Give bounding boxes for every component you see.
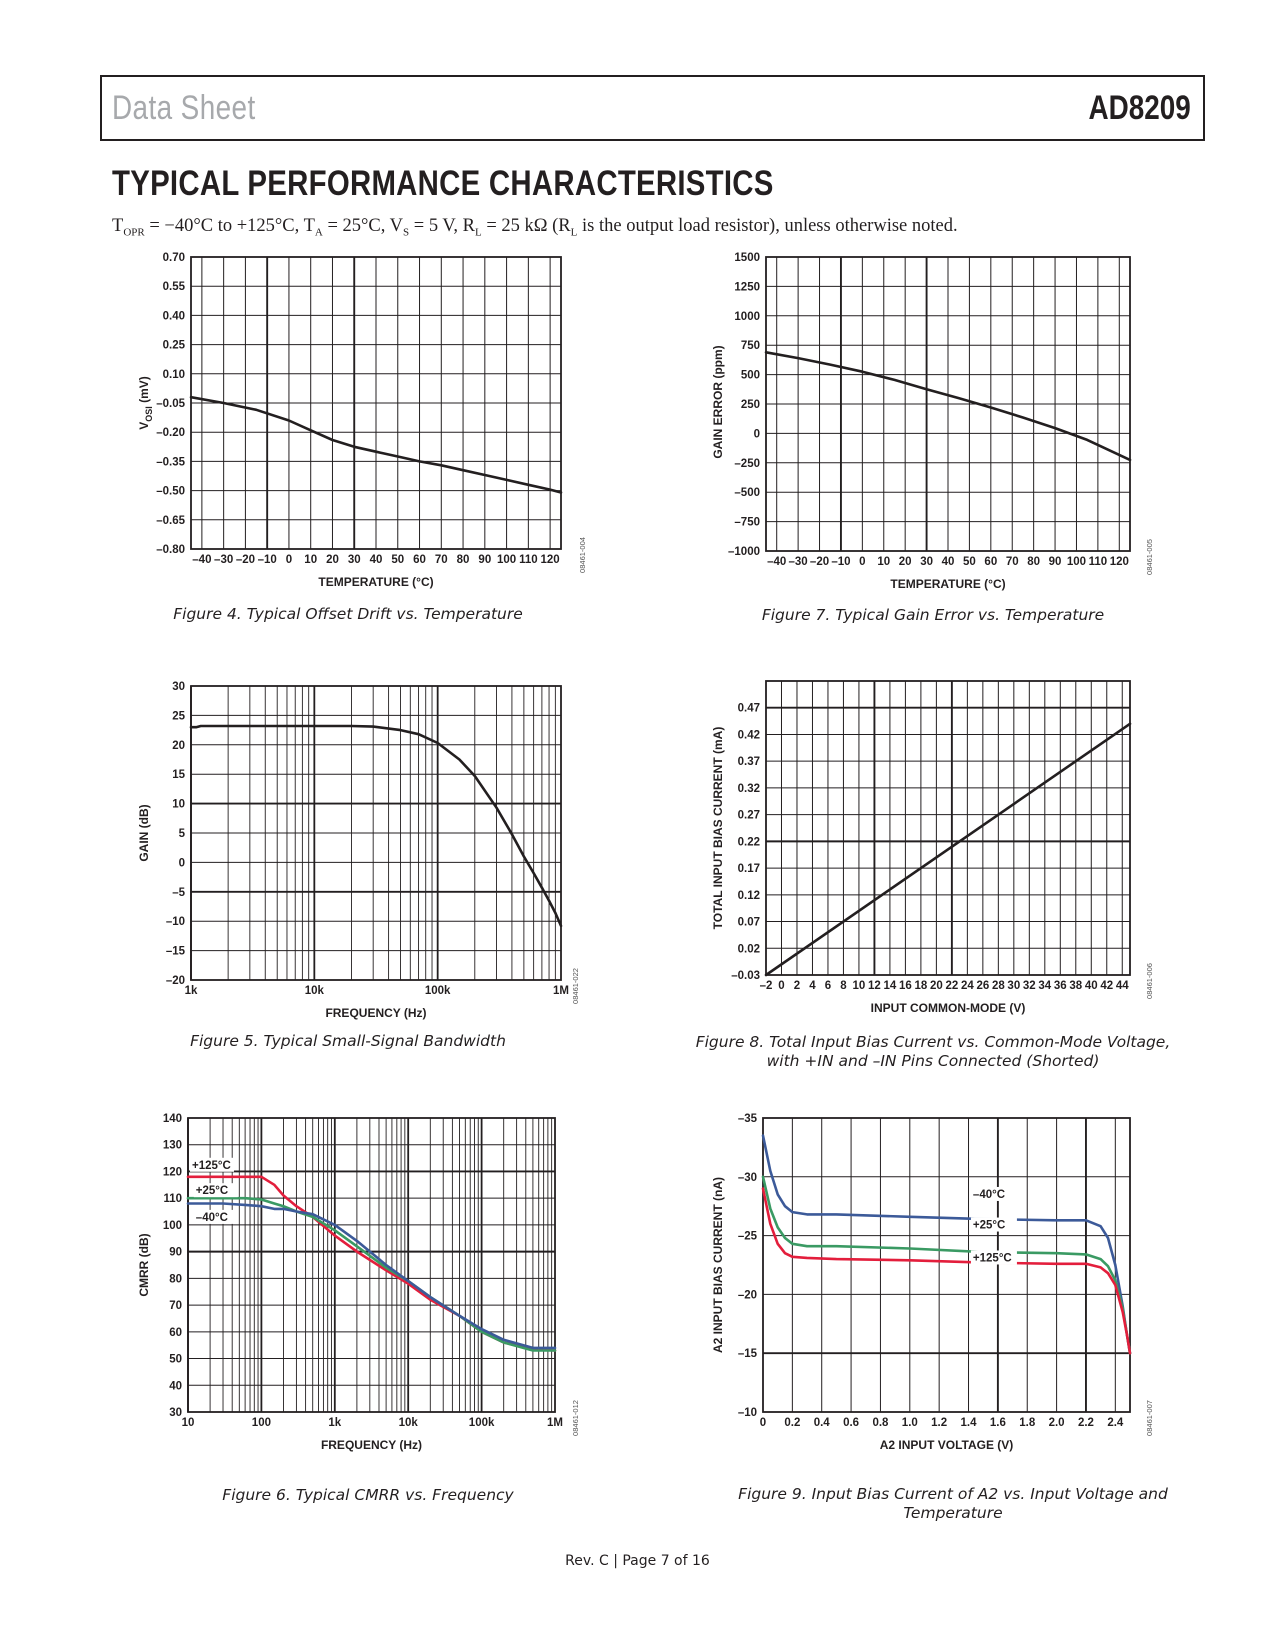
x-tick-label: 60	[984, 556, 998, 568]
y-tick-label: 0.37	[737, 756, 760, 769]
x-tick-label: 1M	[547, 1417, 563, 1429]
x-tick-label: 6	[824, 980, 832, 992]
y-tick-label: 0	[753, 428, 760, 441]
legend-label: +125°C	[972, 1252, 1012, 1265]
series-line--125-c	[188, 1177, 555, 1351]
x-tick-label: 8	[840, 980, 847, 992]
test-conditions: $T_{OPR} = -40^\circ C$ to +125°C, $T_A = 25^\circ C$, $V_S = 5$ V, $R_L = 25$ kΩ ($R_L$ is the output load resistor), unless otherwise noted.	[112, 216, 958, 239]
x-tick-label: 28	[991, 980, 1005, 992]
x-tick-label: –30	[788, 556, 808, 568]
x-tick-label: 90	[1048, 556, 1062, 568]
section-title: TYPICAL PERFORMANCE CHARACTERISTICS	[112, 164, 774, 203]
header-doc-type: Data Sheet	[112, 89, 256, 127]
y-tick-label: –1000	[728, 546, 760, 558]
x-tick-label: 20	[929, 980, 943, 992]
x-tick-label: 50	[391, 554, 405, 566]
y-tick-label: –25	[737, 1230, 757, 1243]
y-axis-label: A2 INPUT BIAS CURRENT (nA)	[711, 1177, 725, 1353]
figure-code: 08461-006	[1145, 963, 1154, 999]
x-tick-label: –20	[235, 554, 256, 566]
x-tick-label: 2.4	[1107, 1417, 1124, 1429]
x-tick-label: 110	[1088, 556, 1108, 568]
x-tick-label: 80	[1027, 556, 1041, 568]
x-tick-label: 110	[519, 554, 538, 566]
x-axis-label: INPUT COMMON-MODE (V)	[870, 1001, 1026, 1015]
x-tick-label: –20	[809, 556, 830, 568]
x-tick-label: 26	[976, 980, 990, 992]
y-tick-label: 140	[162, 1113, 182, 1125]
y-axis-label: TOTAL INPUT BIAS CURRENT (mA)	[711, 726, 725, 930]
gridlines-fig5	[191, 686, 561, 980]
x-tick-label: 22	[945, 980, 959, 992]
x-tick-label: 120	[540, 554, 560, 566]
legend-label: +25°C	[972, 1219, 1006, 1232]
y-tick-label: 30	[169, 1407, 182, 1419]
x-axis-label: FREQUENCY (Hz)	[320, 1438, 423, 1452]
y-tick-label: –15	[737, 1348, 757, 1361]
legend-label: –40°C	[972, 1188, 1006, 1201]
x-tick-label: 70	[434, 554, 448, 566]
y-tick-label: 90	[169, 1246, 182, 1259]
y-tick-label: –500	[734, 487, 760, 500]
x-tick-label: 70	[1005, 556, 1019, 568]
x-tick-label: 12	[868, 980, 881, 992]
x-tick-label: 0.4	[813, 1417, 830, 1429]
x-tick-label: 44	[1115, 980, 1129, 992]
x-tick-label: 60	[413, 554, 426, 566]
y-tick-label: –750	[734, 516, 760, 529]
y-tick-label: –5	[172, 886, 185, 899]
x-tick-label: 18	[914, 980, 928, 992]
x-tick-label: 36	[1053, 980, 1067, 992]
y-tick-label: 1500	[734, 252, 760, 264]
y-tick-label: 0.17	[737, 863, 760, 876]
x-tick-label: 50	[963, 556, 976, 568]
y-axis-label: GAIN ERROR (ppm)	[711, 345, 725, 459]
x-tick-label: 1.2	[931, 1417, 948, 1429]
x-tick-label: 1.4	[960, 1417, 977, 1429]
y-tick-label: 120	[162, 1166, 182, 1179]
y-tick-label: 30	[172, 681, 185, 693]
y-tick-label: 40	[169, 1380, 182, 1393]
x-tick-label: –40	[192, 554, 212, 566]
y-tick-label: 750	[740, 340, 760, 353]
x-axis-label: A2 INPUT VOLTAGE (V)	[879, 1438, 1014, 1452]
x-tick-label: 40	[1084, 980, 1098, 992]
x-tick-label: 2	[793, 980, 801, 992]
legend-label: –40°C	[195, 1211, 228, 1224]
y-tick-label: –0.05	[156, 398, 185, 410]
x-axis-label: TEMPERATURE (°C)	[318, 575, 434, 589]
gridlines-fig7	[766, 257, 1130, 551]
y-tick-label: 80	[169, 1273, 182, 1286]
y-tick-label: –30	[737, 1171, 757, 1184]
legend-label: +25°C	[195, 1185, 229, 1198]
plot-frame	[188, 1118, 555, 1412]
x-tick-label: 34	[1038, 980, 1052, 992]
figure-code: 08461-004	[578, 537, 587, 573]
y-tick-label: 15	[172, 769, 185, 782]
y-tick-label: 0.40	[162, 310, 185, 323]
x-tick-label: 100	[1066, 556, 1087, 568]
x-tick-label: 1k	[184, 985, 198, 997]
y-tick-label: 50	[169, 1353, 182, 1366]
x-tick-label: 0	[859, 556, 866, 568]
y-tick-label: –0.03	[731, 970, 760, 982]
series-line-gain	[191, 726, 561, 926]
y-tick-label: 250	[740, 399, 760, 411]
y-tick-label: –10	[165, 916, 185, 929]
figure-code: 08461-022	[571, 968, 580, 1004]
x-tick-label: 0	[759, 1417, 767, 1429]
y-tick-label: 0.22	[737, 836, 760, 849]
x-tick-label: –10	[831, 556, 851, 568]
y-tick-label: 1000	[734, 310, 760, 323]
y-tick-label: 0.70	[162, 252, 185, 264]
y-tick-label: 10	[172, 798, 185, 811]
y-tick-label: 5	[178, 828, 185, 840]
x-tick-label: 20	[898, 556, 912, 568]
x-tick-label: 10k	[398, 1417, 418, 1429]
x-tick-label: 42	[1100, 980, 1114, 992]
series-line--40-c	[763, 1136, 1130, 1354]
x-tick-label: 40	[369, 554, 383, 566]
x-tick-label: 2.0	[1048, 1417, 1065, 1429]
y-tick-label: –10	[737, 1407, 757, 1419]
y-tick-label: 110	[163, 1193, 182, 1206]
chart-fig5	[137, 681, 580, 1020]
caption-fig4: Figure 4. Typical Offset Drift vs. Temperature	[173, 605, 523, 623]
figure-code: 08461-005	[1145, 539, 1154, 575]
y-tick-label: 0.07	[737, 916, 760, 929]
y-tick-label: 0.02	[737, 943, 760, 956]
y-tick-label: 70	[169, 1300, 182, 1313]
caption-fig8	[673, 1033, 1193, 1071]
y-tick-label: 0.47	[737, 702, 760, 715]
y-tick-label: 60	[169, 1326, 182, 1339]
x-tick-label: 40	[941, 556, 955, 568]
chart-fig6	[137, 1113, 580, 1452]
caption-fig9: Figure 9. Input Bias Current of A2 vs. Input Voltage and Temperature	[738, 1485, 1168, 1522]
x-tick-label: 30	[1007, 980, 1021, 992]
caption-fig8-line2: with +IN and –IN Pins Connected (Shorted)	[766, 1052, 1100, 1070]
x-tick-label: 100	[251, 1417, 271, 1429]
x-tick-label: 10k	[304, 985, 324, 997]
x-tick-label: 1.0	[901, 1417, 918, 1429]
page-footer: Rev. C | Page 7 of 16	[565, 1553, 710, 1569]
x-tick-label: 10	[181, 1417, 195, 1429]
y-tick-label: 0.27	[737, 809, 760, 822]
x-tick-label: 120	[1109, 556, 1129, 568]
y-tick-label: 0.55	[162, 281, 185, 294]
y-tick-label: 130	[162, 1139, 182, 1152]
x-tick-label: 100k	[424, 985, 451, 997]
y-tick-label: 25	[172, 710, 185, 723]
x-tick-label: 1.8	[1019, 1417, 1036, 1429]
x-tick-label: 10	[852, 980, 866, 992]
y-axis-label: GAIN (dB)	[137, 804, 151, 862]
chart-fig8	[711, 681, 1154, 1015]
x-tick-label: 1.6	[989, 1417, 1006, 1429]
x-tick-label: 32	[1022, 980, 1036, 992]
series-line--25-c	[188, 1198, 555, 1350]
y-tick-label: –0.35	[156, 456, 185, 469]
y-tick-label: 0.42	[737, 729, 760, 742]
x-tick-label: 0.2	[784, 1417, 801, 1429]
y-tick-label: 500	[740, 369, 760, 382]
x-tick-label: 1M	[553, 985, 569, 997]
y-axis-label: CMRR (dB)	[137, 1233, 151, 1297]
y-tick-label: –20	[737, 1289, 757, 1302]
y-tick-label: –20	[165, 975, 185, 987]
y-tick-label: –0.80	[156, 544, 185, 556]
y-tick-label: 0.12	[737, 889, 760, 902]
x-tick-label: 0	[285, 554, 293, 566]
x-tick-label: 30	[920, 556, 933, 568]
y-tick-label: –250	[734, 457, 760, 470]
x-tick-label: 100	[496, 554, 517, 566]
y-tick-label: –15	[165, 945, 185, 958]
y-tick-label: 0.25	[162, 339, 185, 352]
chart-fig7	[711, 252, 1154, 591]
gridlines-fig8	[766, 681, 1130, 975]
gridlines-fig4	[191, 257, 561, 549]
y-tick-label: 0.32	[737, 782, 760, 795]
y-tick-label: 0.10	[162, 368, 185, 381]
y-tick-label: –0.50	[156, 485, 185, 498]
caption-fig8-line1: Figure 8. Total Input Bias Current vs. Common-Mode Voltage,	[695, 1033, 1171, 1051]
x-tick-label: 24	[960, 980, 974, 992]
figure-code: 08461-012	[571, 1400, 580, 1436]
y-tick-label: 20	[172, 739, 185, 752]
caption-fig6: Figure 6. Typical CMRR vs. Frequency	[222, 1486, 514, 1504]
caption-fig5: Figure 5. Typical Small-Signal Bandwidth	[190, 1032, 506, 1050]
chart-fig9	[711, 1113, 1154, 1452]
legend-label: +125°C	[192, 1159, 231, 1172]
x-tick-label: –40	[767, 556, 787, 568]
x-axis-label: FREQUENCY (Hz)	[325, 1006, 427, 1020]
x-tick-label: 0.6	[843, 1417, 860, 1429]
x-tick-label: 4	[809, 980, 816, 992]
figure-code: 08461-007	[1145, 1400, 1154, 1436]
header-part-number: AD8209	[1088, 89, 1191, 127]
caption-fig7: Figure 7. Typical Gain Error vs. Temperature	[761, 606, 1105, 624]
x-tick-label: 10	[304, 554, 318, 566]
x-tick-label: 0	[778, 980, 785, 992]
x-tick-label: 0.8	[872, 1417, 889, 1429]
x-tick-label: 2.2	[1077, 1417, 1094, 1429]
x-tick-label: 100k	[468, 1417, 495, 1429]
x-tick-label: 20	[326, 554, 339, 566]
x-tick-label: 90	[478, 554, 492, 566]
y-tick-label: 100	[162, 1219, 182, 1232]
y-tick-label: –35	[737, 1113, 757, 1125]
y-axis-label: $V_{OSI}$ (mV)	[137, 376, 154, 430]
chart-fig4	[137, 252, 587, 589]
y-tick-label: –0.20	[156, 427, 185, 440]
x-tick-label: –2	[759, 980, 773, 992]
x-tick-label: –10	[257, 554, 277, 566]
x-tick-label: 38	[1069, 980, 1083, 992]
x-tick-label: 10	[877, 556, 891, 568]
x-axis-label: TEMPERATURE (°C)	[890, 577, 1006, 591]
x-tick-label: 30	[347, 554, 361, 566]
gridlines-fig6	[188, 1118, 555, 1412]
x-tick-label: 16	[899, 980, 912, 992]
y-tick-label: 0	[178, 857, 185, 870]
y-tick-label: 1250	[734, 281, 760, 294]
x-tick-label: 1k	[328, 1417, 342, 1429]
y-tick-label: –0.65	[156, 514, 185, 527]
x-tick-label: –30	[214, 554, 234, 566]
x-tick-label: 14	[883, 980, 897, 992]
x-tick-label: 80	[456, 554, 470, 566]
